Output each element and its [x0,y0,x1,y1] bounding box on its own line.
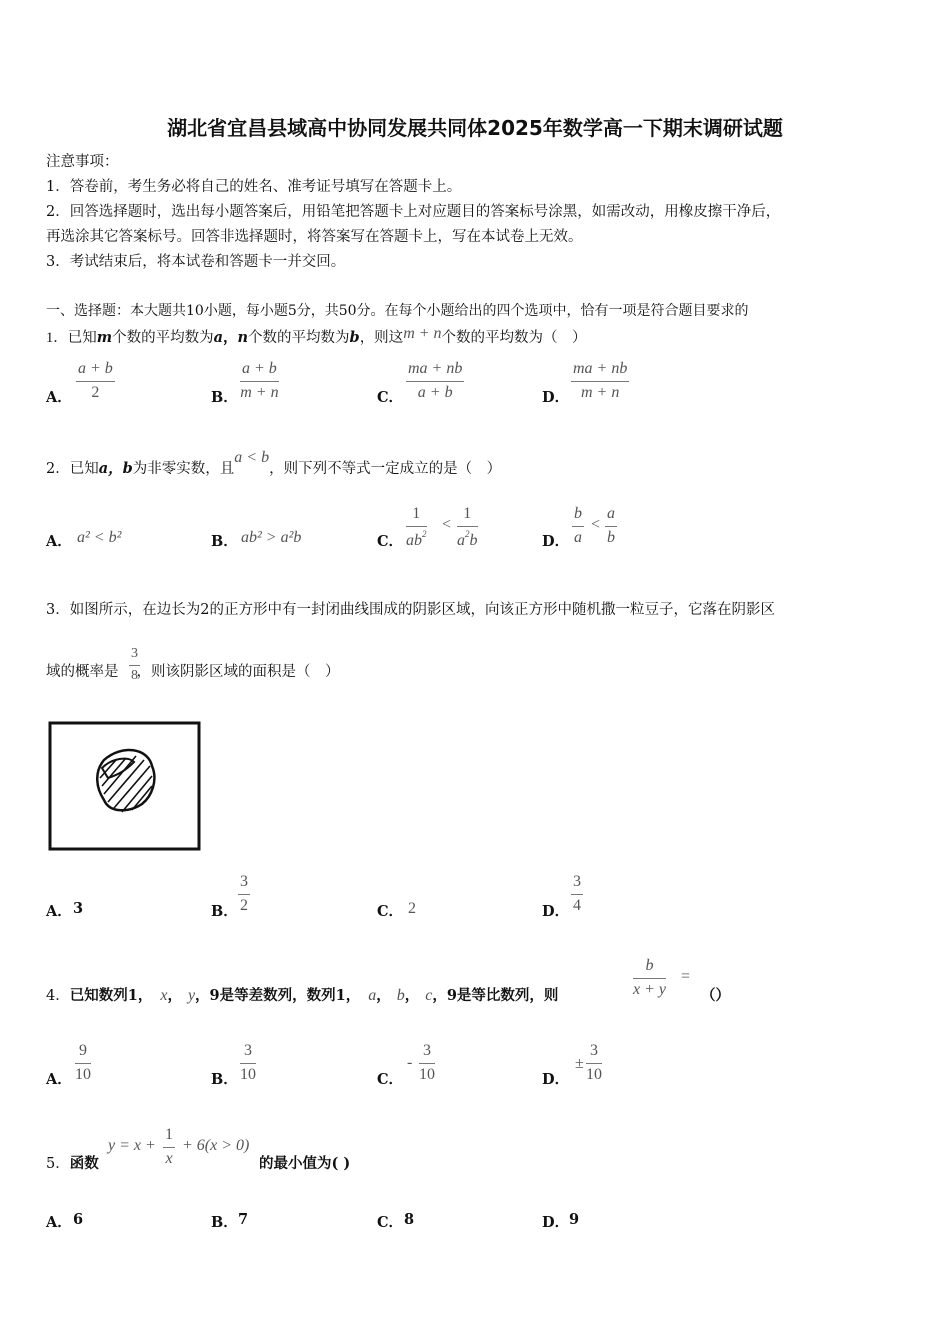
option-label: C． [377,1071,404,1088]
option-c-fraction: $\frac{ma + nb}{a + b}$ [408,360,463,401]
page-title: 湖北省宜昌县域高中协同发展共同体2025年数学高一下期末调研试题 [167,116,783,140]
section-heading: 一、选择题：本大题共10小题，每小题5分，共50分。在每个小题给出的四个选项中，恰有一项是符合题目要求的 [46,303,749,319]
option-label: A． [46,1214,72,1231]
option-b-value: 7 [238,1211,249,1228]
option-label: C． [377,1214,404,1231]
option-c-fraction: $\frac{3}{10}$ [419,1042,435,1083]
option-label: B． [211,389,238,406]
note-item: 2．回答选择题时，选出每小题答案后，用铅笔把答题卡上对应题目的答案标号涂黑，如需改动，用橡皮擦干净后， [46,204,781,220]
option-label: D． [542,1214,570,1231]
option-a-fraction: $\frac{9}{10}$ [75,1042,91,1083]
option-c-value: 8 [404,1211,415,1228]
minus-sign: - [407,1054,413,1071]
less-than-sign: < [591,516,601,533]
option-d-fraction: $\frac{3}{4}$ [573,873,581,914]
option-label: C． [377,533,404,550]
question-5: 5．函数 [46,1155,99,1172]
option-label: B． [211,1214,238,1231]
option-a-fraction: $\frac{a + b}{2}$ [78,360,113,401]
equals-sign: = [681,968,691,985]
note-item: 3．考试结束后，将本试卷和答题卡一并交回。 [46,254,346,270]
option-a-value: 6 [73,1211,84,1228]
question-3: 3．如图所示，在边长为2的正方形中有一封闭曲线围成的阴影区域，向该正方形中随机撒一粒豆子，它落在阴影区 [46,602,775,618]
option-label: B． [211,533,238,550]
probability-fraction: $\frac{3}{8}$ [131,646,138,683]
option-label: C． [377,903,404,920]
option-label: D． [542,533,570,550]
question-3-line-2: 域的概率是 ，则该阴影区域的面积是（ ） [46,664,340,680]
question-4: 4．已知数列1， x， y，9是等差数列，数列1， a， b， c，9是等比数列，则 [46,987,559,1004]
less-than-sign: < [442,516,452,533]
option-label: C． [377,389,404,406]
option-label: B． [211,903,238,920]
option-d-fraction: $\frac{3}{10}$ [586,1042,602,1083]
option-d-fraction-left: $\frac{b}{a}$ [574,505,582,546]
option-c-value: 2 [408,900,416,917]
option-label: A． [46,533,72,550]
option-b-expression: ab² > a²b [241,529,302,546]
option-d-fraction: $\frac{ma + nb}{m + n}$ [573,360,628,401]
notes-heading: 注意事项： [46,154,119,170]
option-label: D． [542,389,570,406]
option-d-value: 9 [569,1211,580,1228]
square-with-shaded-region-figure [46,718,206,854]
option-b-fraction: $\frac{3}{2}$ [240,873,248,914]
option-label: D． [542,903,570,920]
option-label: D． [542,1071,570,1088]
one-over-x-fraction: $\frac{1}{x}$ [165,1126,173,1167]
option-b-fraction: $\frac{a + b}{m + n}$ [240,360,279,401]
note-item: 再选涂其它答案标号。回答非选择题时，将答案写在答题卡上，写在本试卷上无效。 [46,229,583,245]
question-1: 1．已知m个数的平均数为a，n个数的平均数为b，则这m + n个数的平均数为（ ） [46,325,587,346]
option-c-fraction-left: $\frac{1}{ab^2}$ [406,505,427,549]
function-expression-right: + 6(x > 0) [182,1137,250,1154]
option-label: B． [211,1071,238,1088]
question-2: 2．已知a，b为非零实数，且a < b，则下列不等式一定成立的是（ ） [46,449,502,477]
b-over-x-plus-y-fraction: $\frac{b}{x + y}$ [633,957,666,998]
note-item: 1．答卷前，考生务必将自己的姓名、准考证号填写在答题卡上。 [46,179,462,195]
option-label: A． [46,1071,72,1088]
option-label: A． [46,903,72,920]
option-a-expression: a² < b² [77,529,122,546]
plus-minus-sign: ± [575,1055,584,1072]
question-5-tail: 的最小值为( ) [259,1155,351,1172]
function-expression-left: y = x + [108,1137,156,1154]
answer-blank: （） [701,987,730,1004]
question-number: 1． [46,330,68,346]
option-a-value: 3 [73,900,84,917]
option-label: A． [46,389,72,406]
option-c-fraction-right: $\frac{1}{a^2b}$ [457,505,478,549]
option-b-fraction: $\frac{3}{10}$ [240,1042,256,1083]
option-d-fraction-right: $\frac{a}{b}$ [607,505,615,546]
